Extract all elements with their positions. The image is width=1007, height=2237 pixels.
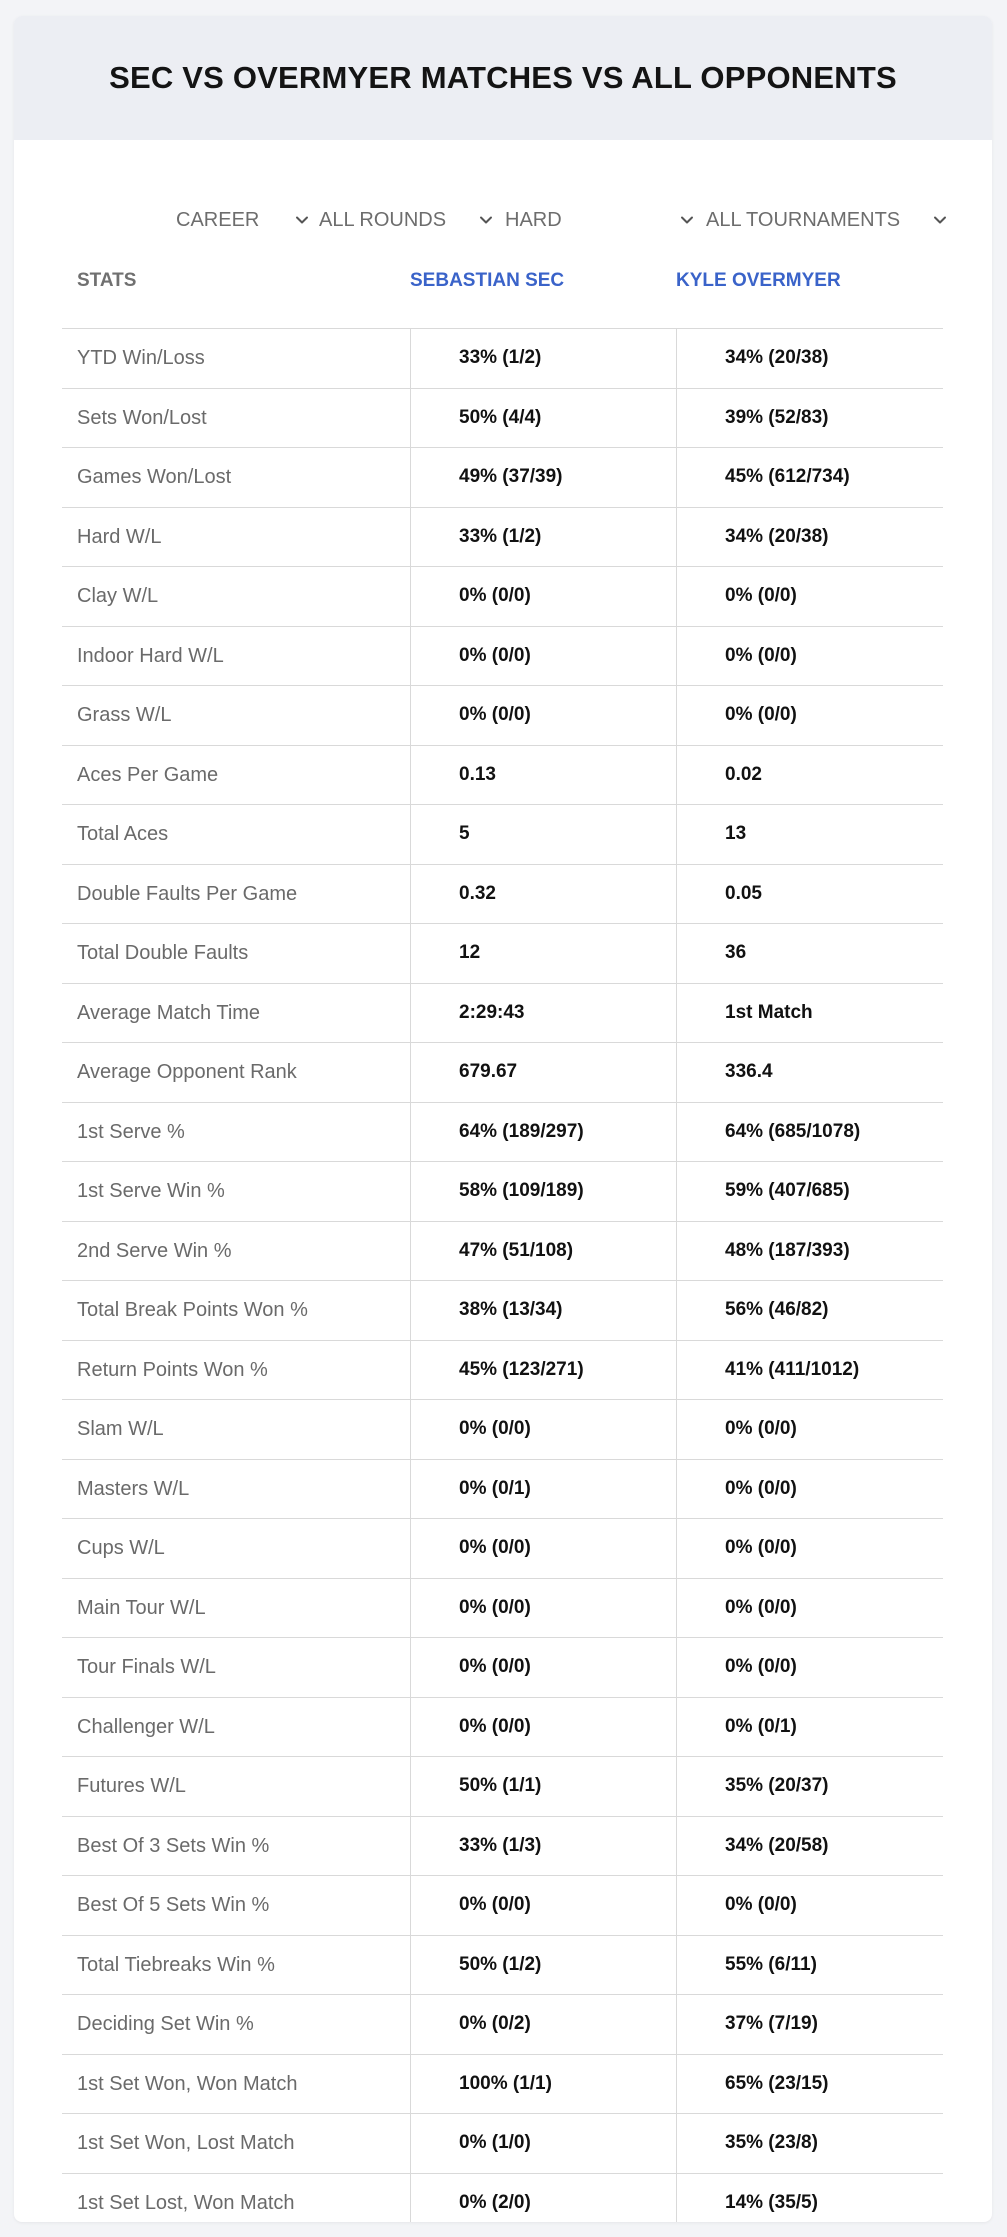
stat-label: Best Of 3 Sets Win %: [77, 1834, 270, 1857]
table-row: [62, 1519, 943, 1579]
player1-value: 0% (2/0): [459, 2191, 531, 2213]
chevron-down-icon: [294, 212, 310, 228]
stat-label: Main Tour W/L: [77, 1596, 206, 1619]
player1-value: 47% (51/108): [459, 1239, 574, 1261]
table-row: [62, 1757, 943, 1817]
player1-value: 0.32: [459, 882, 496, 904]
player1-value: 0% (0/0): [459, 1894, 531, 1915]
table-row: [62, 627, 943, 687]
table-row: [62, 1876, 943, 1936]
chevron-down-icon: [478, 212, 494, 228]
table-row: [62, 686, 943, 746]
player2-value: 0% (0/0): [725, 1656, 797, 1677]
table-header: [62, 248, 943, 329]
stat-label: Challenger W/L: [77, 1715, 215, 1738]
table-row: [62, 1936, 943, 1996]
player2-value: 0% (0/0): [725, 1596, 797, 1618]
stat-label: Total Break Points Won %: [77, 1299, 308, 1321]
filter-bar: [14, 192, 992, 248]
player2-value: 1st Match: [725, 1001, 813, 1023]
player2-value: 45% (612/734): [725, 466, 850, 487]
table-row: [62, 2055, 943, 2115]
player1-value: 45% (123/271): [459, 1358, 584, 1380]
player2-value: 0% (0/1): [725, 1715, 797, 1737]
player2-value: 56% (46/82): [725, 1299, 829, 1320]
stats-table: [62, 248, 943, 2222]
player2-value: 34% (20/38): [725, 347, 829, 368]
player2-value: 0.02: [725, 763, 762, 785]
player2-value: 0% (0/0): [725, 704, 797, 725]
table-row: [62, 924, 943, 984]
stat-label: 1st Set Lost, Won Match: [77, 2191, 295, 2214]
column-header-stats: STATS: [77, 270, 137, 291]
surface-select-value: HARD: [505, 208, 562, 231]
table-row: [62, 865, 943, 925]
stat-label: Games Won/Lost: [77, 466, 232, 488]
table-body: [62, 329, 943, 2222]
player1-value: 2:29:43: [459, 1001, 525, 1023]
player2-value: 0% (0/0): [725, 585, 797, 606]
player1-value: 33% (1/2): [459, 525, 542, 547]
period-select-value: CAREER: [176, 208, 260, 231]
table-row: [62, 1817, 943, 1877]
player2-value: 0% (0/0): [725, 644, 797, 666]
player1-value: 0% (0/0): [459, 585, 531, 606]
player2-value: 37% (7/19): [725, 2013, 818, 2034]
stat-label: Indoor Hard W/L: [77, 644, 224, 667]
table-row: [62, 1162, 943, 1222]
stat-label: Total Tiebreaks Win %: [77, 1953, 275, 1976]
player1-value: 100% (1/1): [459, 2072, 552, 2094]
player2-value: 55% (6/11): [725, 1953, 817, 1975]
player2-value: 39% (52/83): [725, 406, 829, 428]
table-row: [62, 567, 943, 627]
card-header: [14, 16, 992, 140]
surface-select[interactable]: [505, 192, 705, 248]
stat-label: Slam W/L: [77, 1418, 164, 1440]
table-row: [62, 1579, 943, 1639]
chevron-down-icon: [932, 212, 948, 228]
stat-label: Futures W/L: [77, 1775, 186, 1797]
stat-label: 1st Set Won, Lost Match: [77, 2132, 295, 2154]
player1-value: 49% (37/39): [459, 466, 563, 487]
stat-label: Grass W/L: [77, 704, 172, 726]
player1-value: 0% (0/0): [459, 1537, 531, 1558]
player1-value: 50% (4/4): [459, 406, 542, 428]
player1-value: 50% (1/1): [459, 1775, 542, 1796]
period-select[interactable]: [176, 192, 316, 248]
table-row: [62, 1341, 943, 1401]
player2-value: 41% (411/1012): [725, 1358, 860, 1380]
stat-label: Sets Won/Lost: [77, 406, 207, 429]
stat-label: Best Of 5 Sets Win %: [77, 1894, 270, 1916]
table-row: [62, 508, 943, 568]
stat-label: Tour Finals W/L: [77, 1656, 216, 1678]
player2-value: 34% (20/58): [725, 1834, 829, 1856]
table-row: [62, 2114, 943, 2174]
tournaments-select-value: ALL TOURNAMENTS: [706, 208, 901, 231]
stat-label: Aces Per Game: [77, 763, 219, 786]
player2-value: 35% (23/8): [725, 2132, 818, 2153]
player2-value: 35% (20/37): [725, 1775, 829, 1796]
player1-value: 12: [459, 942, 481, 963]
stat-label: Double Faults Per Game: [77, 882, 298, 905]
stat-label: Deciding Set Win %: [77, 2013, 254, 2035]
stats-card: [14, 16, 992, 2222]
player2-value: 59% (407/685): [725, 1180, 850, 1201]
table-row: [62, 1103, 943, 1163]
column-header-player2[interactable]: KYLE OVERMYER: [676, 270, 841, 291]
table-row: [62, 329, 943, 389]
player1-value: 0% (0/0): [459, 644, 531, 666]
stat-label: 1st Serve Win %: [77, 1180, 225, 1202]
table-row: [62, 2174, 943, 2223]
table-row: [62, 805, 943, 865]
stat-label: Total Aces: [77, 823, 169, 845]
table-row: [62, 1043, 943, 1103]
player1-value: 50% (1/2): [459, 1953, 542, 1975]
player2-value: 0% (0/0): [725, 1477, 797, 1499]
table-row: [62, 448, 943, 508]
player1-value: 33% (1/2): [459, 347, 542, 368]
tournaments-select[interactable]: [706, 192, 956, 248]
player2-value: 48% (187/393): [725, 1239, 850, 1261]
player2-value: 13: [725, 823, 747, 844]
player2-value: 14% (35/5): [725, 2191, 818, 2213]
table-row: [62, 1638, 943, 1698]
stat-label: Total Double Faults: [77, 942, 249, 964]
table-row: [62, 1281, 943, 1341]
chevron-down-icon: [679, 212, 695, 228]
stat-label: 2nd Serve Win %: [77, 1239, 232, 1262]
stat-label: Clay W/L: [77, 585, 159, 607]
player1-value: 38% (13/34): [459, 1299, 563, 1320]
player1-value: 58% (109/189): [459, 1180, 584, 1201]
player2-value: 36: [725, 942, 747, 963]
player2-value: 0% (0/0): [725, 1894, 797, 1915]
player1-value: 0% (0/0): [459, 1596, 531, 1618]
column-header-player1[interactable]: SEBASTIAN SEC: [410, 270, 565, 291]
player1-value: 0% (0/0): [459, 704, 531, 725]
player1-value: 679.67: [459, 1061, 518, 1082]
table-row: [62, 984, 943, 1044]
stat-label: Average Match Time: [77, 1001, 261, 1024]
table-row: [62, 1222, 943, 1282]
stat-label: Average Opponent Rank: [77, 1061, 297, 1083]
column-divider: [410, 328, 411, 2222]
table-row: [62, 1400, 943, 1460]
player1-value: 0.13: [459, 763, 496, 785]
player1-value: 0% (0/0): [459, 1418, 531, 1439]
table-row: [62, 1995, 943, 2055]
table-row: [62, 1460, 943, 1520]
table-row: [62, 746, 943, 806]
player1-value: 0% (0/1): [459, 1477, 531, 1499]
player1-value: 0% (0/0): [459, 1656, 531, 1677]
player2-value: 64% (685/1078): [725, 1120, 861, 1142]
player2-value: 34% (20/38): [725, 525, 829, 547]
stat-label: Return Points Won %: [77, 1358, 268, 1381]
table-row: [62, 389, 943, 449]
table-row: [62, 1698, 943, 1758]
player1-value: 5: [459, 823, 470, 844]
stat-label: 1st Set Won, Won Match: [77, 2072, 298, 2095]
page-title: SEC VS OVERMYER MATCHES VS ALL OPPONENTS: [109, 60, 897, 95]
player2-value: 0.05: [725, 882, 762, 904]
player2-value: 65% (23/15): [725, 2072, 829, 2094]
stat-label: Cups W/L: [77, 1537, 165, 1559]
stat-label: Masters W/L: [77, 1477, 190, 1500]
rounds-select-value: ALL ROUNDS: [319, 208, 447, 231]
player1-value: 0% (0/2): [459, 2013, 531, 2034]
player2-value: 0% (0/0): [725, 1537, 797, 1558]
player1-value: 33% (1/3): [459, 1834, 542, 1856]
rounds-select[interactable]: [319, 192, 499, 248]
player2-value: 336.4: [725, 1061, 773, 1082]
player1-value: 0% (1/0): [459, 2132, 531, 2153]
player1-value: 0% (0/0): [459, 1715, 531, 1737]
player1-value: 64% (189/297): [459, 1120, 584, 1142]
stat-label: Hard W/L: [77, 525, 162, 548]
stat-label: 1st Serve %: [77, 1120, 185, 1143]
stat-label: YTD Win/Loss: [77, 347, 205, 369]
player2-value: 0% (0/0): [725, 1418, 797, 1439]
column-divider: [676, 328, 677, 2222]
